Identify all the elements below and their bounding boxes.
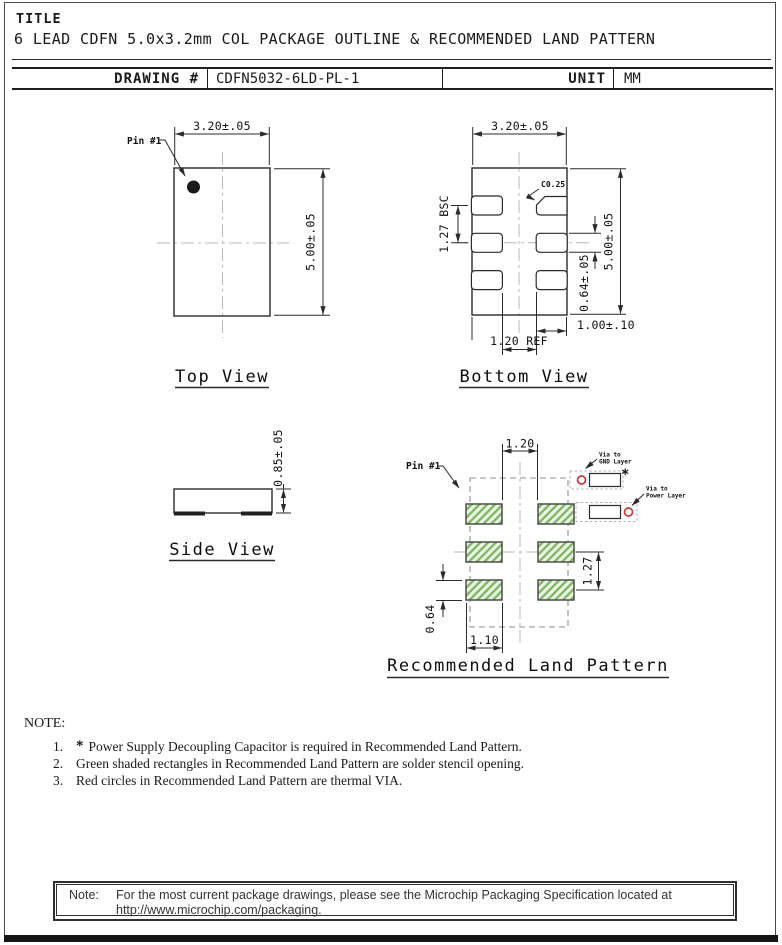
bottom-view-label: Bottom View	[459, 367, 589, 387]
stencil-pad	[538, 542, 574, 562]
decoupling-capacitor-marker: *	[621, 467, 630, 483]
footer-note-text	[116, 888, 672, 915]
pad	[536, 233, 567, 252]
thermal-via-power	[625, 508, 633, 516]
dim-chamfer: C0.25	[541, 180, 566, 189]
footer-note-inner	[56, 884, 734, 916]
note-item	[53, 774, 524, 788]
footer-note-line1: For the most current package drawings, please see the Microchip Packaging Specification located at	[116, 888, 672, 902]
via-pad	[590, 506, 621, 519]
thermal-via-gnd	[578, 476, 586, 484]
page-title: 6 LEAD CDFN 5.0x3.2mm COL PACKAGE OUTLINE & RECOMMENDED LAND PATTERN	[14, 30, 656, 48]
side-view-label: Side View	[169, 540, 275, 560]
stencil-pad	[538, 580, 574, 600]
note-asterisk: *	[76, 738, 84, 754]
dim-pad-height: 0.64±.05	[577, 254, 591, 312]
top-view	[127, 119, 330, 388]
drawing-number-label: DRAWING #	[114, 70, 199, 87]
dim-pad-pitch: 1.27	[580, 556, 595, 586]
pad	[471, 233, 502, 252]
note-text: Power Supply Decoupling Capacitor is required in Recommended Land Pattern.	[88, 739, 522, 754]
via-gnd-label: Via to	[599, 451, 621, 459]
note-item	[53, 757, 524, 771]
pin1-leader-arrow	[158, 140, 185, 176]
package-outline	[174, 489, 272, 513]
dim-pad-width: 1.10	[470, 633, 499, 647]
via-gnd-leader-arrow	[586, 459, 598, 469]
notes-list	[53, 740, 524, 791]
dim-body-width: 3.20±.05	[193, 119, 251, 133]
drawing-number-value: CDFN5032-6LD-PL-1	[207, 69, 442, 88]
note-item	[53, 740, 524, 754]
dim-body-width: 3.20±.05	[491, 119, 549, 133]
dim-thickness: 0.85±.05	[271, 429, 285, 487]
dim-lead-pitch: 1.27 BSC	[437, 195, 451, 253]
stencil-pad	[466, 542, 502, 562]
side-view	[169, 429, 291, 560]
title-label: TITLE	[16, 11, 62, 27]
dim-pad-height: 0.64	[423, 604, 437, 634]
stencil-pad	[538, 504, 574, 524]
notes-heading: NOTE:	[24, 716, 66, 731]
note-number: 2.	[53, 756, 64, 771]
footer-note-label: Note:	[69, 888, 99, 902]
pad-pin1-chamfered	[537, 197, 568, 216]
top-view-label: Top View	[175, 367, 269, 387]
note-text: Green shaded rectangles in Recommended Land Pattern are solder stencil opening.	[76, 756, 524, 771]
pad	[471, 271, 502, 290]
land-pattern	[387, 437, 686, 678]
note-number: 3.	[53, 773, 64, 788]
dim-pad-gap: 1.20	[505, 436, 535, 451]
dim-pad-length: 1.00±.10	[577, 318, 635, 332]
via-gnd-label: GND Layer	[599, 458, 632, 466]
dim-pad-gap-ref: 1.20 REF	[490, 334, 548, 348]
via-pad	[590, 474, 621, 487]
land-pattern-label: Recommended Land Pattern	[387, 656, 669, 676]
pin1-marker-dot	[187, 181, 200, 194]
via-power-label: Power Layer	[646, 492, 686, 500]
unit-value: MM	[613, 69, 773, 88]
lead	[174, 512, 205, 516]
stencil-pad	[466, 504, 502, 524]
note-number: 1.	[53, 739, 64, 754]
unit-label: UNIT	[442, 69, 613, 88]
pad	[471, 196, 502, 215]
lead	[241, 512, 272, 516]
stencil-pad	[466, 580, 502, 600]
note-text: Red circles in Recommended Land Pattern are thermal VIA.	[76, 773, 403, 788]
pin1-label: Pin #1	[406, 461, 441, 472]
dim-body-height: 5.00±.05	[303, 213, 318, 271]
pin1-label: Pin #1	[127, 136, 162, 147]
via-power-leader-arrow	[632, 494, 644, 506]
chamfer-leader-arrow	[528, 189, 539, 200]
dim-body-height: 5.00±.05	[601, 212, 616, 271]
footer-note-box	[53, 881, 737, 921]
via-power-label: Via to	[646, 485, 668, 493]
pad	[536, 271, 567, 290]
footer-note-url: http://www.microchip.com/packaging.	[116, 903, 322, 917]
bottom-view	[437, 119, 635, 388]
